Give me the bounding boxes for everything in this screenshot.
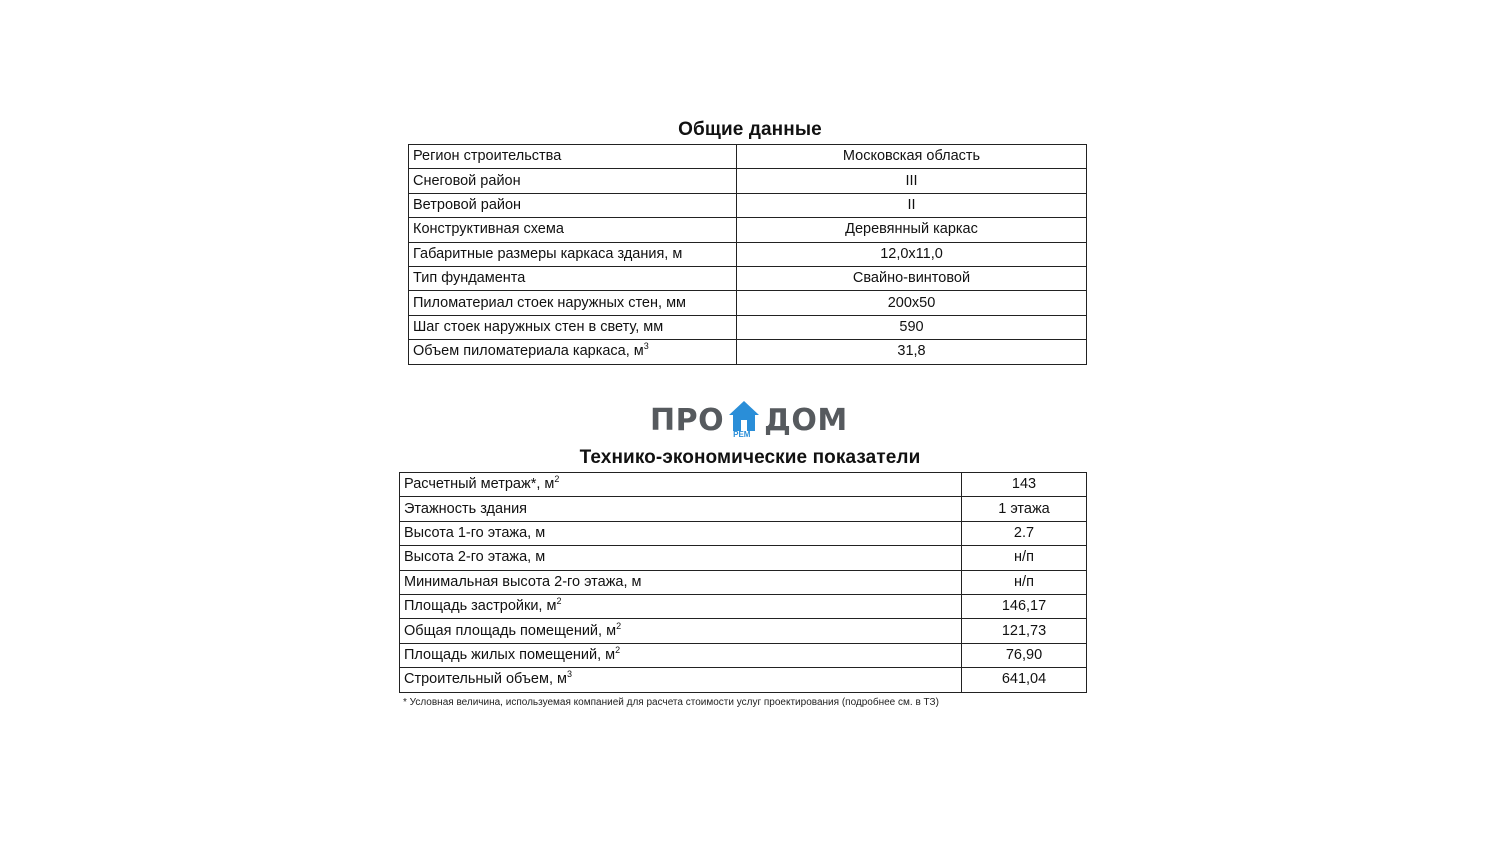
row-label: Площадь застройки, м xyxy=(404,598,557,615)
row-label-cell xyxy=(400,643,962,667)
row-value: II xyxy=(737,193,1087,217)
unit-exponent: 2 xyxy=(616,620,622,631)
row-label: Габаритные размеры каркаса здания, м xyxy=(413,245,683,262)
row-label-cell xyxy=(409,340,737,364)
row-value: 12,0x11,0 xyxy=(737,242,1087,266)
row-label-cell xyxy=(409,169,737,193)
unit-exponent: 3 xyxy=(566,669,572,680)
row-value: Свайно-винтовой xyxy=(737,266,1087,290)
row-label: Высота 1-го этажа, м xyxy=(404,524,546,541)
row-label: Общая площадь помещений, м xyxy=(404,622,617,639)
table-row xyxy=(409,169,1087,193)
row-label: Расчетный метраж*, м xyxy=(404,476,555,493)
row-label-cell xyxy=(400,497,962,521)
row-value: 143 xyxy=(962,473,1087,497)
table-row xyxy=(400,619,1087,643)
row-label: Строительный объем, м xyxy=(404,671,567,688)
table-row xyxy=(400,594,1087,618)
table-row xyxy=(400,546,1087,570)
row-value: н/п xyxy=(962,546,1087,570)
logo-right-text: ДОМ xyxy=(764,402,848,438)
table-row xyxy=(409,340,1087,364)
table-row xyxy=(409,145,1087,169)
tech-indicators-table xyxy=(399,472,1087,693)
logo-left-text: ПРО xyxy=(650,402,725,438)
row-label: Пиломатериал стоек наружных стен, мм xyxy=(413,294,687,311)
unit-exponent: 2 xyxy=(554,474,560,485)
row-label-cell xyxy=(409,193,737,217)
table-row xyxy=(409,193,1087,217)
unit-exponent: 3 xyxy=(643,341,649,352)
footnote: * Условная величина, используемая компанией для расчета стоимости услуг проектирования (подробнее см. в ТЗ) xyxy=(403,697,939,708)
row-value: 1 этажа xyxy=(962,497,1087,521)
unit-exponent: 2 xyxy=(556,596,562,607)
unit-exponent: 2 xyxy=(615,644,621,655)
table-row xyxy=(409,266,1087,290)
row-value: Деревянный каркас xyxy=(737,218,1087,242)
tech-indicators-title: Технико-экономические показатели xyxy=(579,447,921,468)
row-label-cell xyxy=(400,570,962,594)
prodom-logo xyxy=(650,398,850,442)
row-label: Тип фундамента xyxy=(413,270,526,287)
table-row xyxy=(409,291,1087,315)
row-value: 641,04 xyxy=(962,668,1087,692)
table-row xyxy=(400,570,1087,594)
row-value: 31,8 xyxy=(737,340,1087,364)
row-label: Высота 2-го этажа, м xyxy=(404,549,546,566)
row-label-cell xyxy=(400,473,962,497)
row-label-cell xyxy=(400,619,962,643)
row-label-cell xyxy=(409,218,737,242)
table-row xyxy=(400,497,1087,521)
table-row xyxy=(409,315,1087,339)
table-row xyxy=(409,218,1087,242)
row-label: Этажность здания xyxy=(404,500,528,517)
row-value: 2.7 xyxy=(962,521,1087,545)
row-value: 590 xyxy=(737,315,1087,339)
table-row xyxy=(400,668,1087,692)
row-label-cell xyxy=(409,315,737,339)
table-row xyxy=(400,643,1087,667)
logo-sub-text: РЕМ xyxy=(733,430,751,439)
row-label: Снеговой район xyxy=(413,172,521,189)
row-label-cell xyxy=(400,546,962,570)
row-label-cell xyxy=(400,594,962,618)
row-value: 76,90 xyxy=(962,643,1087,667)
row-label-cell xyxy=(409,266,737,290)
table-row xyxy=(400,473,1087,497)
row-label-cell xyxy=(400,668,962,692)
row-label-cell xyxy=(409,242,737,266)
row-value: 146,17 xyxy=(962,594,1087,618)
row-value: 121,73 xyxy=(962,619,1087,643)
row-value: н/п xyxy=(962,570,1087,594)
row-label: Минимальная высота 2-го этажа, м xyxy=(404,573,642,590)
row-value: 200x50 xyxy=(737,291,1087,315)
row-label-cell xyxy=(409,291,737,315)
row-label: Конструктивная схема xyxy=(413,221,564,238)
table-row xyxy=(409,242,1087,266)
table-row xyxy=(400,521,1087,545)
row-label-cell xyxy=(400,521,962,545)
house-icon xyxy=(728,399,760,441)
row-label: Шаг стоек наружных стен в свету, мм xyxy=(413,318,664,335)
general-data-table xyxy=(408,144,1087,365)
row-label: Объем пиломатериала каркаса, м xyxy=(413,343,644,360)
row-value: III xyxy=(737,169,1087,193)
row-label: Ветровой район xyxy=(413,196,522,213)
row-label: Регион строительства xyxy=(413,148,562,165)
row-label: Площадь жилых помещений, м xyxy=(404,646,616,663)
general-data-title: Общие данные xyxy=(678,119,822,140)
row-label-cell xyxy=(409,145,737,169)
row-value: Московская область xyxy=(737,145,1087,169)
